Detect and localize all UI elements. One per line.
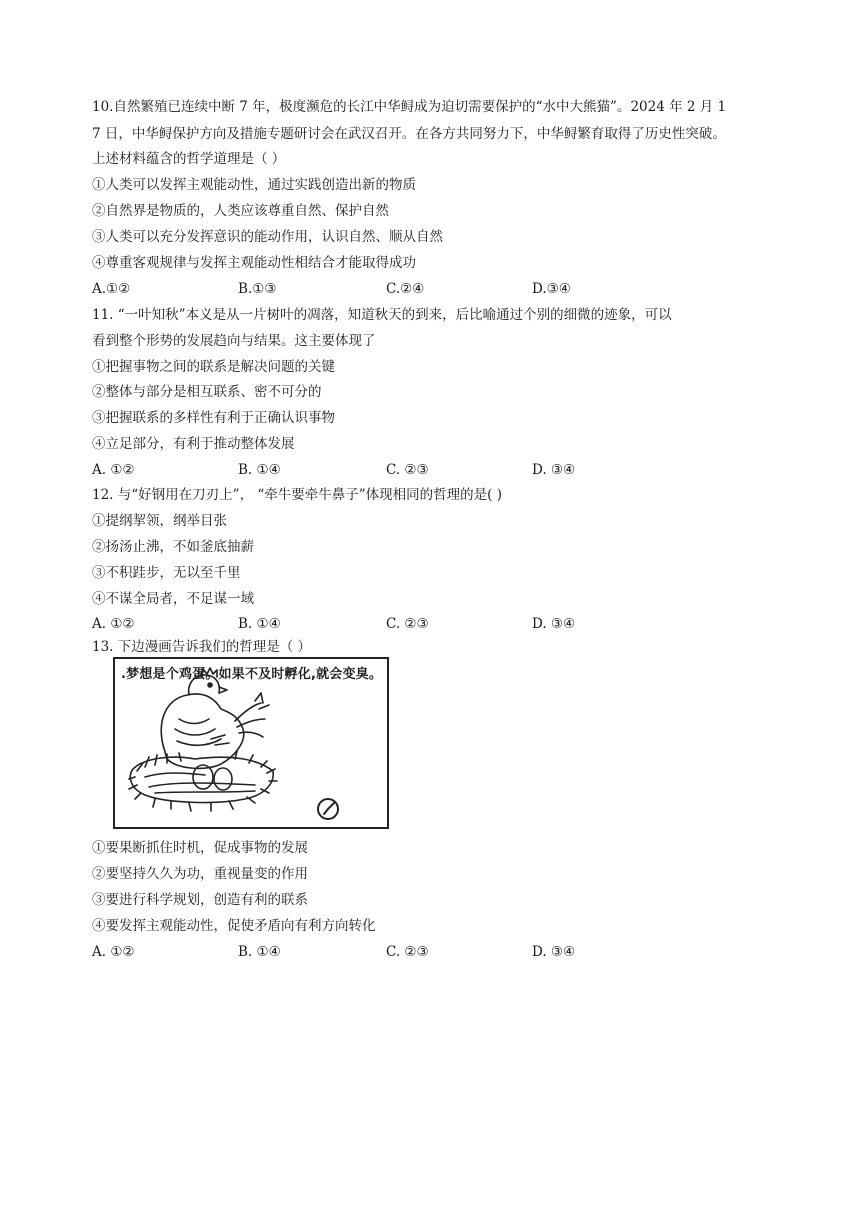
q13-option-b[interactable]: B. ①④ (238, 944, 281, 960)
q10-item-2: ②自然界是物质的，人类应该尊重自然、保护自然 (92, 203, 389, 219)
q10-option-a[interactable]: A.①② (92, 281, 131, 297)
q11-option-d[interactable]: D. ③④ (532, 462, 576, 478)
q12-stem: 12. 与“好钢用在刀刃上”， “牵牛要牵牛鼻子”体现相同的哲理的是( ) (92, 487, 502, 503)
q11-item-2: ②整体与部分是相互联系、密不可分的 (92, 384, 322, 400)
q12-option-b[interactable]: B. ①④ (238, 616, 281, 632)
q12-item-3: ③不积跬步，无以至千里 (92, 565, 241, 581)
q12-item-4: ④不谋全局者，不足谋一域 (92, 591, 254, 607)
q11-item-1: ①把握事物之间的联系是解决问题的关键 (92, 359, 335, 375)
q13-item-3: ③要进行科学规划，创造有利的联系 (92, 892, 308, 908)
q13-option-a[interactable]: A. ①② (92, 944, 135, 960)
q11-option-c[interactable]: C. ②③ (386, 462, 429, 478)
q11-options (92, 460, 712, 480)
q10-stem-line-1: 10.自然繁殖已连续中断 7 年，极度濒危的长江中华鲟成为迫切需要保护的“水中大熊猫”。2024 年 2 月 1 (92, 99, 727, 115)
q13-item-1: ①要果断抓住时机，促成事物的发展 (92, 840, 308, 856)
q12-options (92, 614, 712, 634)
q13-option-d[interactable]: D. ③④ (532, 944, 576, 960)
q11-stem-line-2: 看到整个形势的发展趋向与结果。这主要体现了 (92, 333, 376, 349)
q13-option-c[interactable]: C. ②③ (386, 944, 429, 960)
q11-item-4: ④立足部分，有利于推动整体发展 (92, 436, 295, 452)
q11-stem-line-1: 11. “一叶知秋”本义是从一片树叶的凋落，知道秋天的到来，后比喻通过个别的细微的迹象，可以 (92, 307, 672, 323)
q13-item-4: ④要发挥主观能动性，促使矛盾向有利方向转化 (92, 918, 376, 934)
q10-item-1: ①人类可以发挥主观能动性，通过实践创造出新的物质 (92, 177, 416, 193)
q12-item-1: ①提纲挈领，纲举目张 (92, 513, 227, 529)
q10-option-d[interactable]: D.③④ (532, 281, 571, 297)
q13-item-2: ②要坚持久久为功，重视量变的作用 (92, 866, 308, 882)
cartoon-caption: .梦想是个鸡蛋。如果不及时孵化,就会变臭。 (121, 667, 383, 682)
q11-option-a[interactable]: A. ①② (92, 462, 135, 478)
q12-option-c[interactable]: C. ②③ (386, 616, 429, 632)
q10-item-3: ③人类可以充分发挥意识的能动作用，认识自然、顺从自然 (92, 229, 443, 245)
q10-stem-line-3: 上述材料蕴含的哲学道理是（ ） (92, 151, 286, 167)
q10-stem-line-2: 7 日，中华鲟保护方向及措施专题研讨会在武汉召开。在各方共同努力下，中华鲟繁育取得了历史性突破。 (92, 126, 726, 142)
q11-item-3: ③把握联系的多样性有利于正确认识事物 (92, 410, 335, 426)
q10-option-b[interactable]: B.①③ (238, 281, 277, 297)
hen-on-nest-drawing (115, 659, 387, 827)
q11-option-b[interactable]: B. ①④ (238, 462, 281, 478)
q13-stem: 13. 下边漫画告诉我们的哲理是（ ） (92, 639, 312, 655)
q12-item-2: ②扬汤止沸，不如釜底抽薪 (92, 539, 254, 555)
q13-options (92, 942, 712, 962)
q12-option-d[interactable]: D. ③④ (532, 616, 576, 632)
q10-item-4: ④尊重客观规律与发挥主观能动性相结合才能取得成功 (92, 255, 416, 271)
q12-option-a[interactable]: A. ①② (92, 616, 135, 632)
q10-options (92, 279, 712, 299)
cartoon-hen-egg (113, 657, 389, 829)
q10-option-c[interactable]: C.②④ (386, 281, 425, 297)
